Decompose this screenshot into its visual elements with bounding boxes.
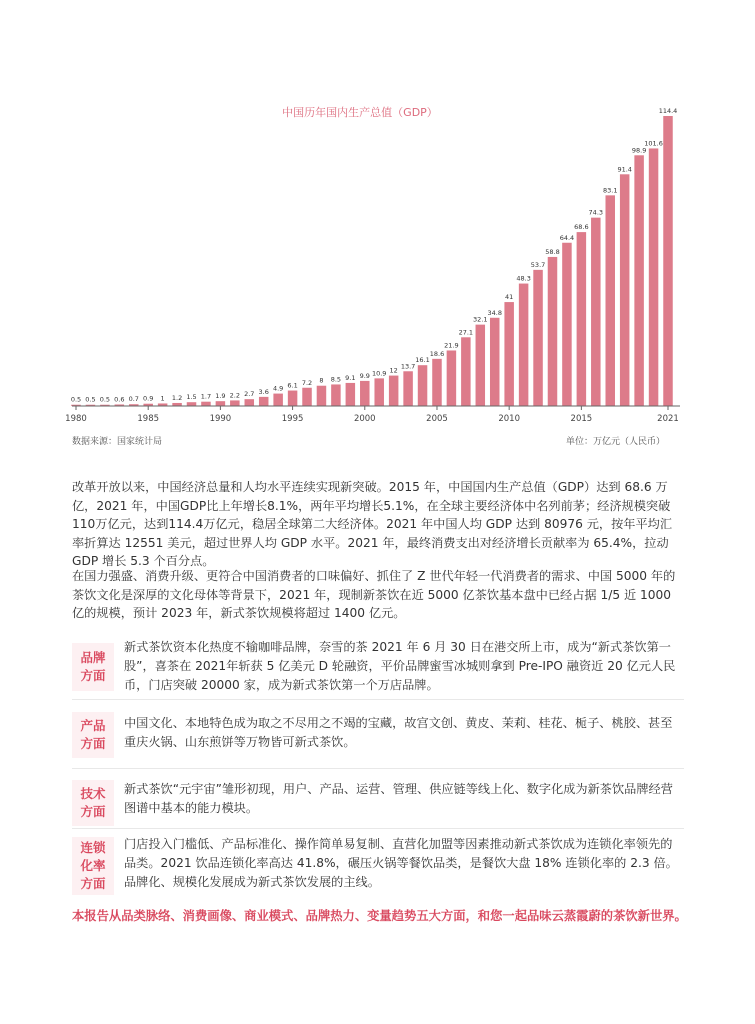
divider [72,699,684,700]
bar-value-2008: 32.1 [473,315,488,324]
x-tick-label-1990: 1990 [209,414,232,424]
aspect-row-tech [72,780,684,825]
bar-value-1988: 1.5 [186,393,197,402]
bar-value-1984: 0.7 [128,395,139,404]
bar-value-2020: 101.6 [644,139,663,148]
x-tick-label-2015: 2015 [570,414,593,424]
bar-1988 [187,402,197,406]
bar-value-1980: 0.5 [70,395,82,404]
bar-2004 [418,365,428,406]
x-tick-label-1985: 1985 [137,414,160,424]
bar-1995 [288,391,298,406]
bar-value-1982: 0.5 [99,395,111,404]
aspect-label-tech: 技术 方面 [72,780,114,826]
bar-value-2009: 34.8 [487,308,502,317]
aspect-row-brand [72,637,684,695]
bar-2011 [519,284,529,406]
bar-2019 [634,155,644,406]
bar-2000 [360,381,370,406]
bar-value-2007: 27.1 [458,328,474,337]
bar-value-2004: 16.1 [415,356,430,365]
aspect-label-chain: 连锁 化率 方面 [72,837,114,895]
bar-1997 [317,386,327,406]
bar-value-1999: 9.1 [345,373,356,382]
bar-2006 [447,350,457,406]
bar-value-2002: 12 [389,366,398,375]
bar-value-1983: 0.6 [114,395,125,404]
x-tick-label-2010: 2010 [498,414,520,424]
bar-2020 [649,148,659,406]
bar-2012 [533,270,543,406]
bar-value-2011: 48.3 [516,274,531,283]
chart-title: 中国历年国内生产总值（GDP） [282,106,438,119]
bar-1998 [331,384,341,406]
aspect-row-chain [72,835,684,897]
bar-value-1985: 0.9 [143,394,154,403]
bar-value-2001: 10.9 [371,369,387,378]
bar-2021 [663,116,673,406]
bar-2010 [504,302,514,406]
bar-value-1990: 1.9 [215,392,226,401]
bar-value-2017: 83.1 [602,186,618,195]
bar-1993 [259,397,269,406]
data-source: 数据来源：国家统计局 [72,437,163,447]
bar-2013 [548,257,558,406]
bar-value-2012: 53.7 [530,260,546,269]
bar-value-2006: 21.9 [444,341,459,350]
aspect-row-product [72,712,684,757]
bar-value-2021: 114.4 [658,107,678,115]
bar-1991 [230,400,240,406]
bar-value-2019: 98.9 [631,146,647,155]
intro-paragraph-gdp: 改革开放以来，中国经济总量和人均水平连续实现新突破。2015 年，中国国内生产总值（GDP）达到 68.6 万亿，2021 年，中国GDP比上年增长8.1%，两年平均增长5.1%，在全球主要经济体中名列前茅；经济规模突破110万亿元，达到114.4万亿元，稳居全球第二大经济体。2021 年中国人均 GDP 达到 80976 元，按年平均汇率折算达 12551 美元，超过世界人均 GDP 水平。2021 年，最终消费支出对经济增长贡献率为 65.4%，拉动 GDP 增长 5.3 个百分点。 [72,480,673,568]
aspect-label-product: 产品 方面 [72,712,114,758]
bar-2016 [591,218,601,406]
bar-2001 [374,378,384,406]
bar-value-2014: 64.4 [559,233,575,242]
bar-1990 [216,401,226,406]
bar-value-2015: 68.6 [574,223,589,232]
bar-value-1994: 4.9 [272,384,284,393]
bar-1994 [273,394,283,406]
bar-value-1995: 6.1 [287,381,298,390]
intro-paragraph-tea: 在国力强盛、消费升级、更符合中国消费者的口味偏好、抓住了 Z 世代年轻一代消费者的需求、中国 5000 年的茶饮文化是深厚的文化母体等背景下，2021 年，现制新茶饮在近 5000 亿茶饮基本盘中已经占据 1/5 近 1000 亿的规模，预计 2023 年，新式茶饮规模将超过 1400 亿元。 [72,569,676,620]
x-tick-label-2021: 2021 [657,414,679,424]
x-tick-label-1980: 1980 [65,414,87,424]
bar-2002 [389,376,399,406]
bar-value-1987: 1.2 [171,393,183,402]
x-tick-label-2000: 2000 [353,414,376,424]
bar-2018 [620,174,630,406]
divider [72,828,684,829]
bar-value-1981: 0.5 [85,395,96,404]
bar-1989 [201,402,211,406]
bar-value-1993: 3.6 [258,387,269,396]
gdp-bar-chart [0,0,755,460]
aspect-text-product: 中国文化、本地特色成为取之不尽用之不竭的宝藏，故宫文创、黄皮、茉莉、桂花、栀子、桃胶、甚至重庆火锅、山东煎饼等万物皆可新式茶饮。 [124,716,673,749]
bar-2009 [490,318,500,406]
bar-2014 [562,243,572,406]
bar-value-1998: 8.5 [330,375,342,384]
bar-1999 [346,383,356,406]
bar-2015 [577,232,587,406]
bar-value-2013: 58.8 [545,247,560,256]
aspect-text-brand: 新式茶饮资本化热度不输咖啡品牌，奈雪的茶 2021 年 6 月 30 日在港交所上市，成为“新式茶饮第一股”，喜茶在 2021年斩获 5 亿美元 D 轮融资，平价品牌蜜雪冰城则拿到 Pre-IPO 融资近 20 亿元人民币，门店突破 20000 家，成为新式茶饮第一个万店品牌。 [124,640,676,692]
bar-value-1997: 8 [319,376,324,385]
bar-value-2010: 41 [505,293,514,302]
bar-1992 [245,399,255,406]
bar-value-2003: 13.7 [400,362,416,371]
conclusion-text: 本报告从品类脉络、消费画像、商业模式、品牌热力、变量趋势五大方面，和您一起品味云蒸霞蔚的茶饮新世界。 [72,909,687,923]
bar-value-1986: 1 [160,394,165,403]
bar-2005 [432,359,442,406]
bar-2007 [461,337,471,406]
x-tick-label-1995: 1995 [281,414,304,424]
bar-2017 [605,195,615,406]
bar-value-1992: 2.7 [244,390,255,399]
bar-value-1989: 1.7 [200,392,212,401]
aspect-text-chain: 门店投入门槛低、产品标准化、操作简单易复制、直营化加盟等因素推动新式茶饮成为连锁化率领先的品类。2021 饮品连锁化率高达 41.8%，碾压火锅等餐饮品类，是餐饮大盘 18% 连锁化率的 2.3 倍。品牌化、规模化发展成为新式茶饮发展的主线。 [124,837,678,889]
bar-value-1991: 2.2 [229,391,241,400]
x-tick-label-2005: 2005 [426,414,448,424]
bar-value-2000: 9.9 [359,371,370,380]
aspect-text-tech: 新式茶饮“元宇宙”雏形初现，用户、产品、运营、管理、供应链等线上化、数字化成为新茶饮品牌经营图谱中基本的能力模块。 [124,782,673,815]
unit-label: 单位：万亿元（人民币） [565,437,665,447]
divider [72,768,684,769]
bar-1996 [302,388,312,406]
bar-value-2016: 74.3 [588,208,604,217]
aspect-label-brand: 品牌 方面 [72,643,114,691]
bar-value-1996: 7.2 [301,378,313,387]
bar-2003 [403,371,413,406]
bar-value-2018: 91.4 [617,165,632,174]
bar-value-2005: 18.6 [429,349,445,358]
bar-2008 [476,325,486,406]
